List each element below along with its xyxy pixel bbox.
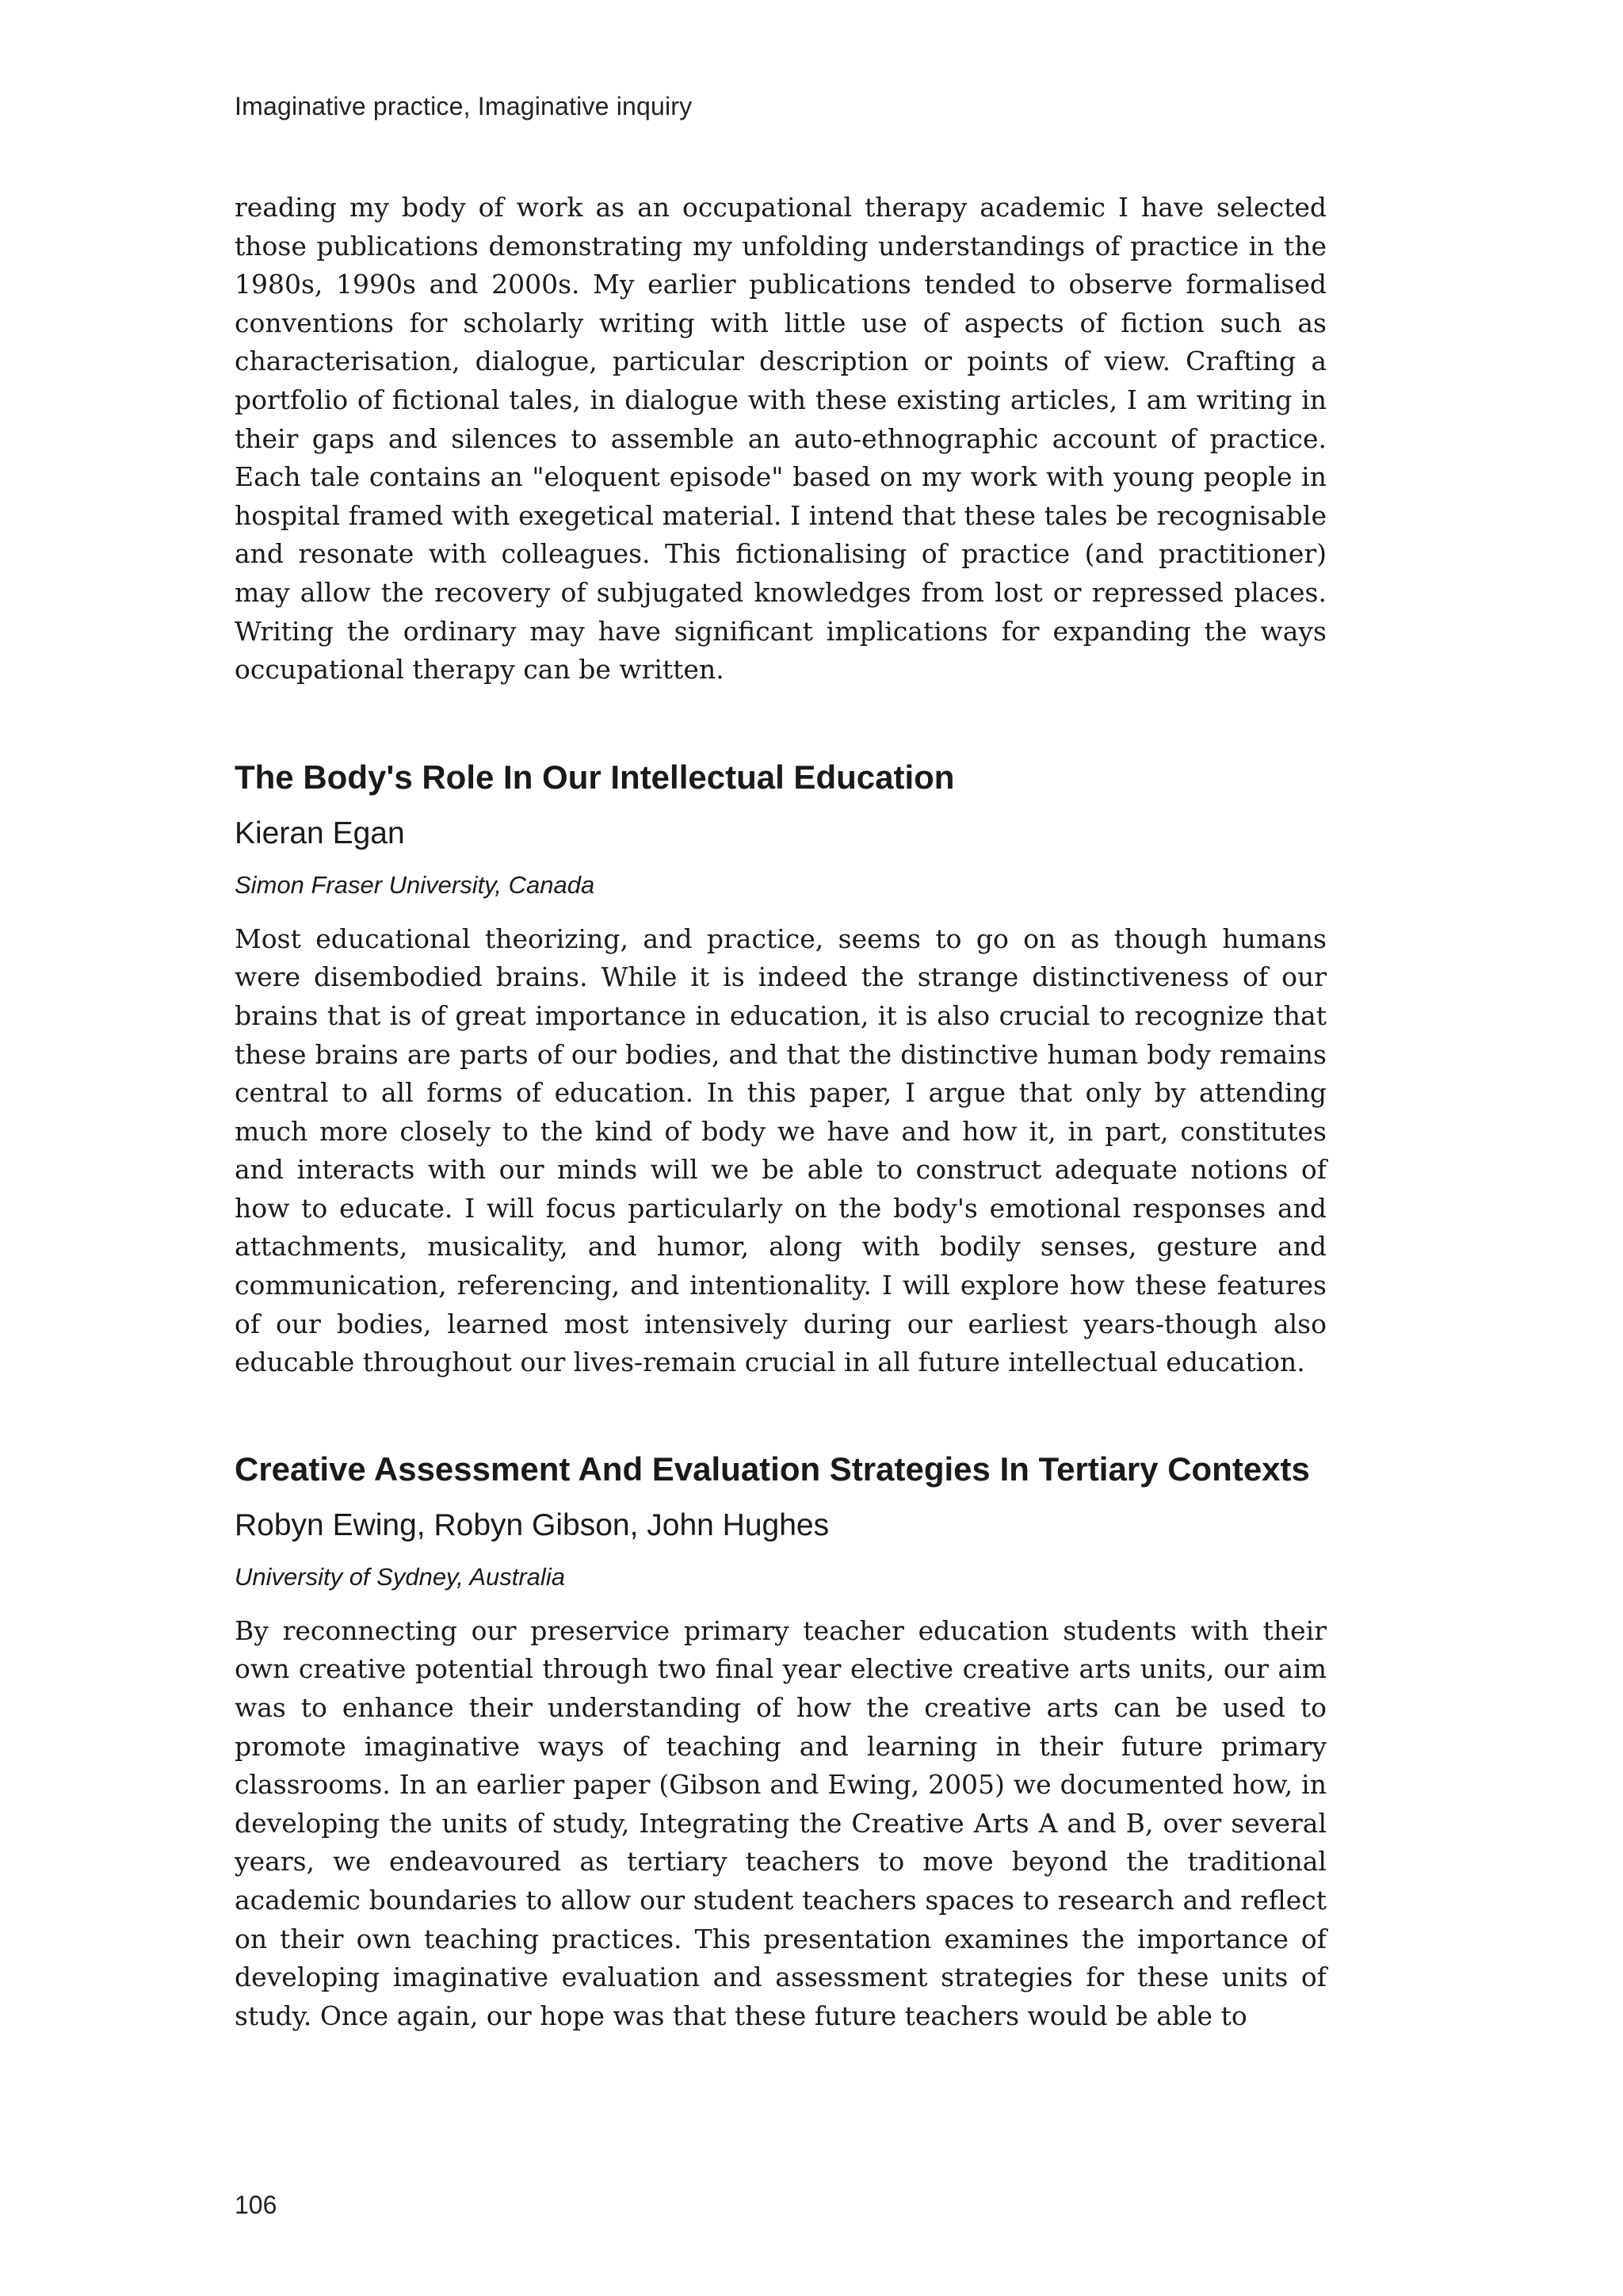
running-header: Imaginative practice, Imaginative inquiry xyxy=(235,92,693,120)
abstract-body: By reconnecting our preservice primary teacher education students with their own creative potential through two final year elective creative arts units, our aim was to enhance their understanding of how the creative arts can be used to promote imaginative ways of teaching and learning in their future primary classrooms. In an earlier paper (Gibson and Ewing, 2005) we documented how, in developing the units of study, Integrating the Creative Arts A and B, over several years, we endeavoured as tertiary teachers to move beyond the traditional academic boundaries to allow our student teachers spaces to research and reflect on their own teaching practices. This presentation examines the importance of developing imaginative evaluation and assessment strategies for these units of study. Once again, our hope was that these future teachers would be able to xyxy=(235,1614,1327,2031)
page-number: 106 xyxy=(235,2191,277,2219)
continuation-paragraph: reading my body of work as an occupational therapy academic I have selected those publications demonstrating my unfolding understandings of practice in the 1980s, 1990s and 2000s. My earlier publications tended to observe formalised conventions for scholarly writing with little use of aspects of fiction such as characterisation, dialogue, particular description or points of view. Crafting a portfolio of fictional tales, in dialogue with these existing articles, I am writing in their gaps and silences to assemble an auto-ethnographic account of practice. Each tale contains an "eloquent episode" based on my work with young people in hospital framed with exegetical material. I intend that these tales be recognisable and resonate with colleagues. This fictionalising of practice (and practitioner) may allow the recovery of subjugated knowledges from lost or repressed places. Writing the ordinary may have significant implications for expanding the ways occupational therapy can be written. xyxy=(235,192,1327,686)
page-content xyxy=(235,189,1327,2035)
abstract-affiliation: University of Sydney, Australia xyxy=(235,1562,565,1591)
abstract-title: The Body's Role In Our Intellectual Education xyxy=(235,758,955,796)
abstract-title: Creative Assessment And Evaluation Strategies In Tertiary Contexts xyxy=(235,1450,1310,1488)
abstract-affiliation: Simon Fraser University, Canada xyxy=(235,870,595,899)
abstract-authors: Robyn Ewing, Robyn Gibson, John Hughes xyxy=(235,1507,830,1542)
abstract-body: Most educational theorizing, and practice, seems to go on as though humans were disembodied brains. While it is indeed the strange distinctiveness of our brains that is of great importance in education, it is also crucial to recognize that these brains are parts of our bodies, and that the distinctive human body remains central to all forms of education. In this paper, I argue that only by attending much more closely to the kind of body we have and how it, in part, constitutes and interacts with our minds will we be able to construct adequate notions of how to educate. I will focus particularly on the body's emotional responses and attachments, musicality, and humor, along with bodily senses, gesture and communication, referencing, and intentionality. I will explore how these features of our bodies, learned most intensively during our earliest years-though also educable throughout our lives-remain crucial in all future intellectual education. xyxy=(235,923,1327,1378)
abstract-authors: Kieran Egan xyxy=(235,816,405,850)
abstract-egan xyxy=(235,755,1327,1382)
abstract-ewing xyxy=(235,1447,1327,2036)
